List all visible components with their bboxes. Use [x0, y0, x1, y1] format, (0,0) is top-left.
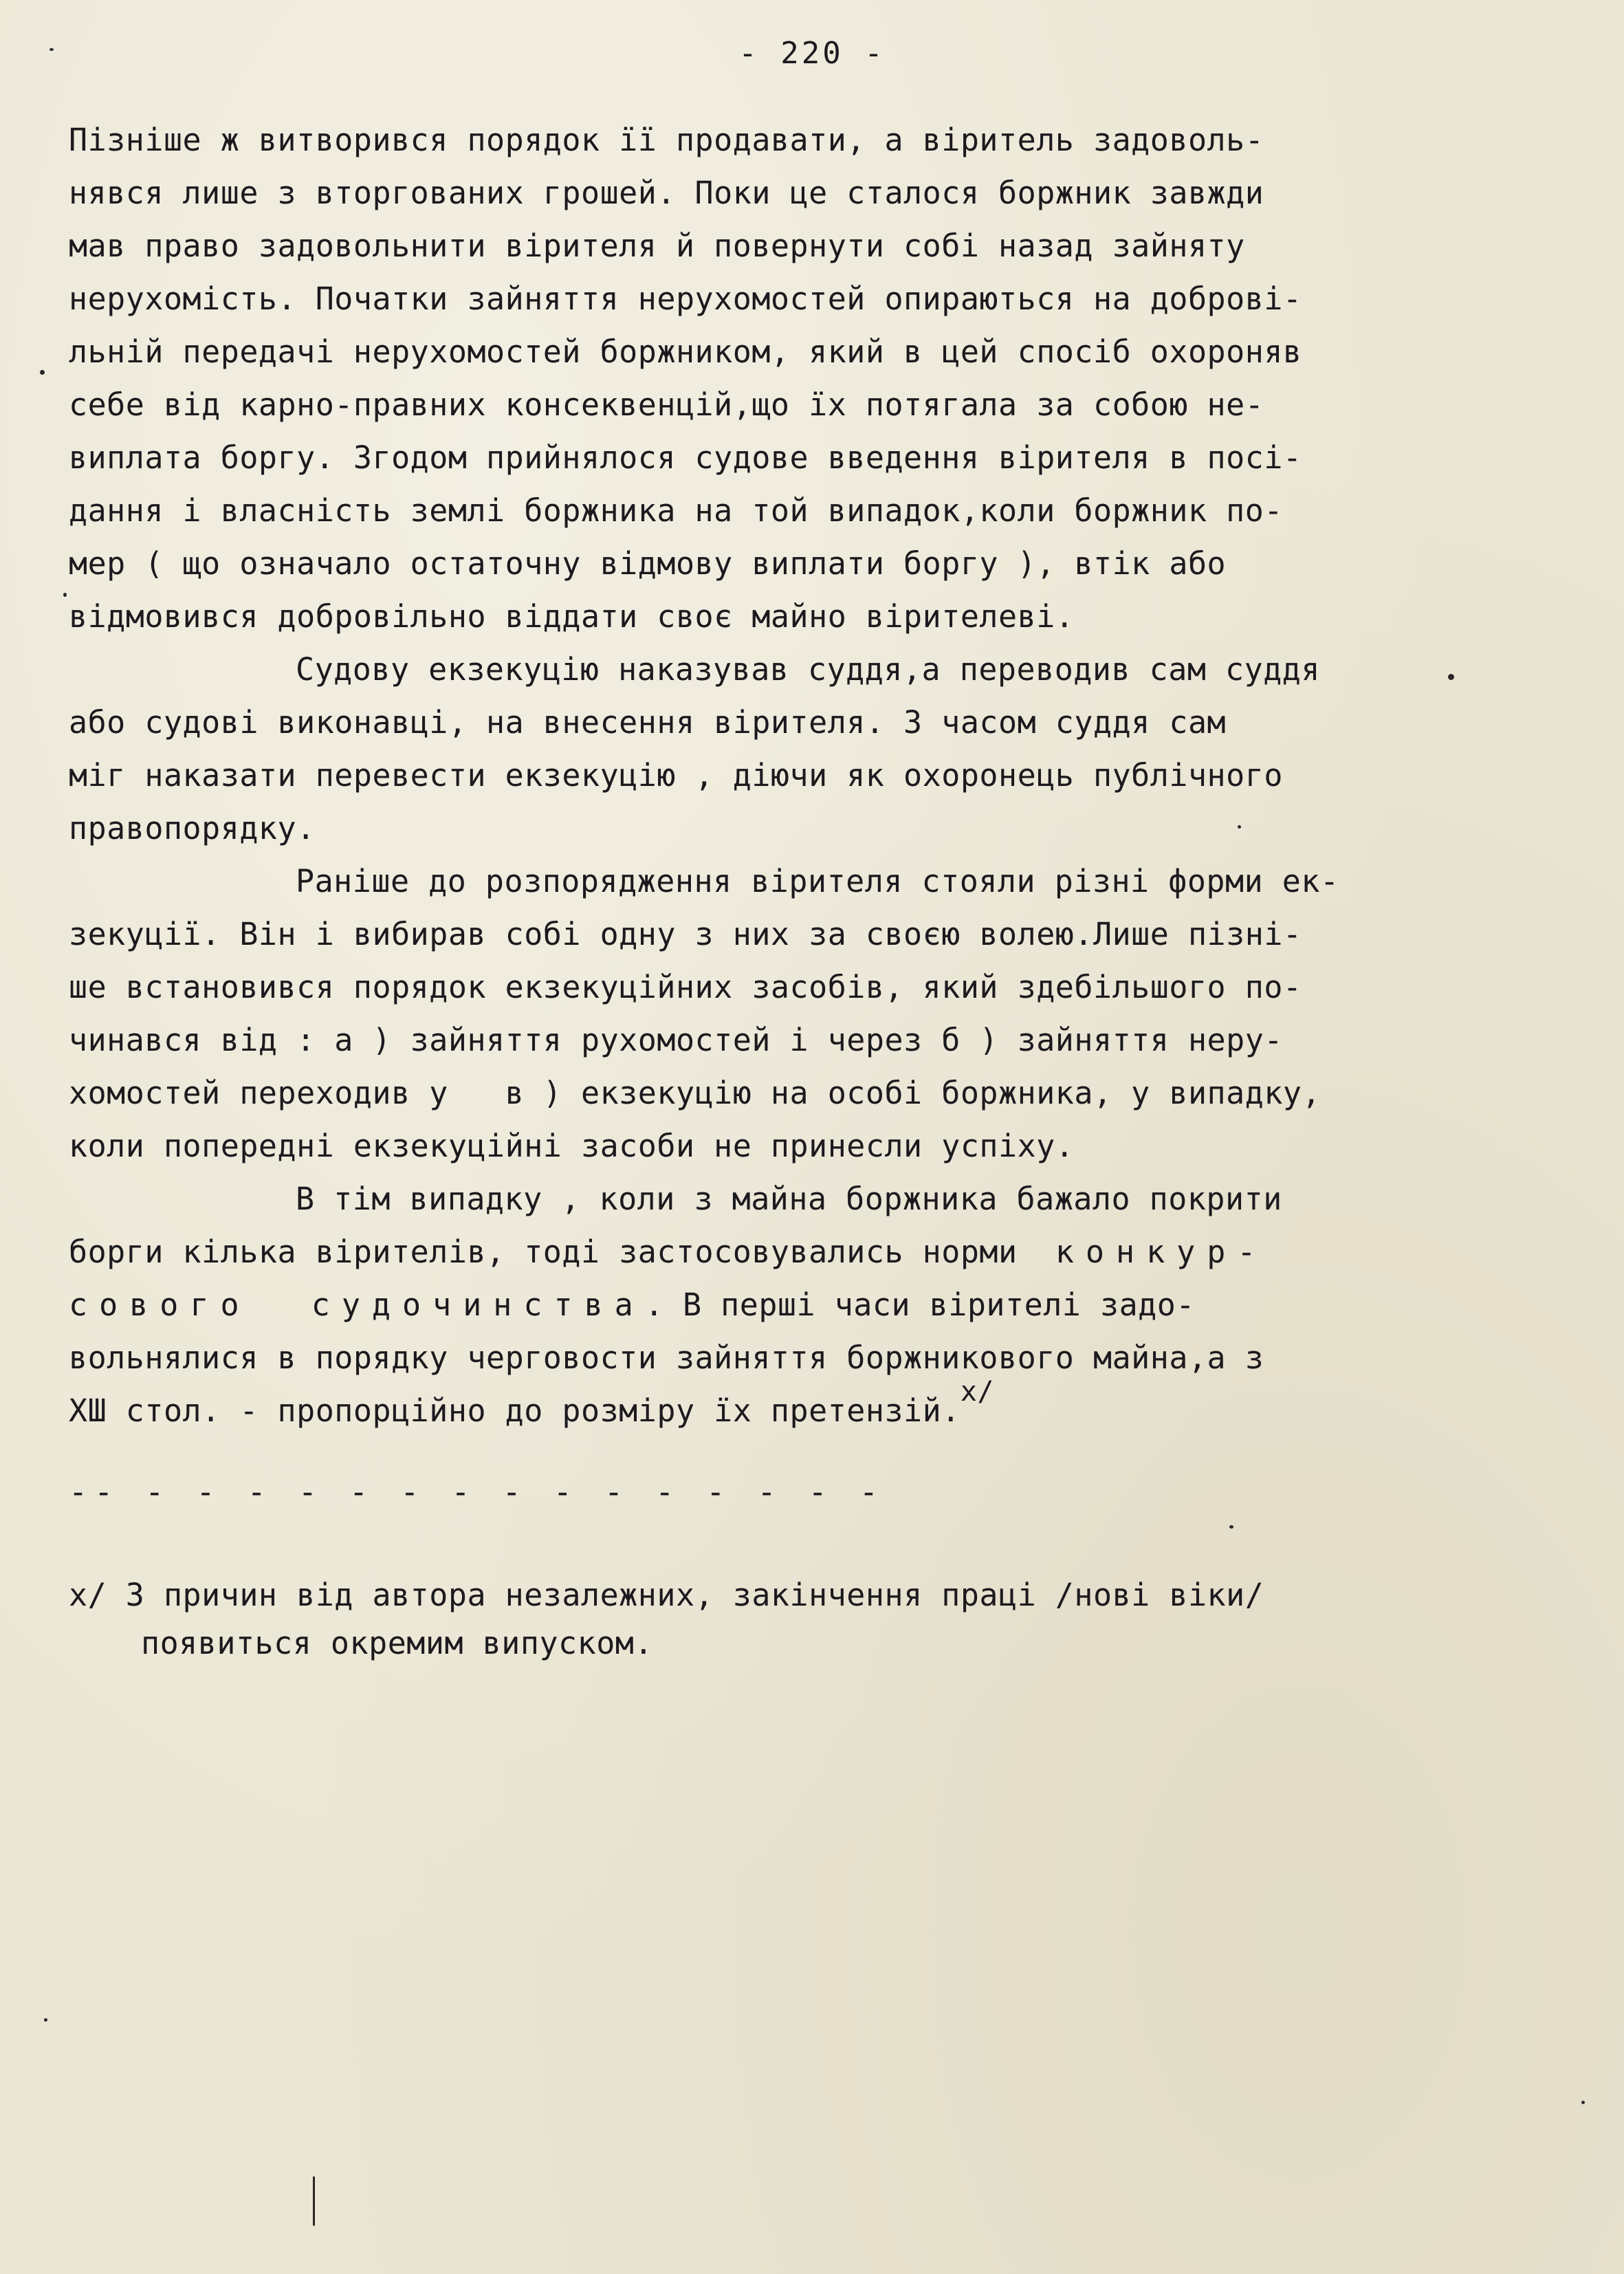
text-line: мав право задовольнити вірителя й повернути собі назад зайняту — [69, 228, 1245, 264]
text-line: мер ( що означало остаточну відмову виплати боргу ), втік або — [69, 545, 1227, 582]
spaced-term: конкур- — [1055, 1234, 1268, 1270]
text-line: або судові виконавці, на внесення вірителя. З часом суддя сам — [69, 704, 1227, 741]
page-number: - 220 - — [738, 36, 886, 71]
text-line: міг наказати перевести екзекуцію , діючи як охоронець публічного — [69, 757, 1283, 794]
footnote-marker: х/ — [69, 1577, 107, 1613]
footnote-line: появиться окремим випуском. — [141, 1625, 653, 1661]
text-line: нерухомість. Початки зайняття нерухомостей опираються на доброві- — [69, 281, 1302, 317]
text-line — [69, 1278, 1568, 1331]
scan-speck — [40, 370, 45, 375]
text-line: виплата боргу. Згодом прийнялося судове введення вірителя в посі- — [69, 439, 1302, 476]
text-line: Пізніше ж витворився порядок її продавати, а віритель задоволь- — [69, 122, 1264, 158]
scan-speck — [313, 2176, 315, 2226]
scan-speck — [1581, 2101, 1585, 2104]
scan-speck — [1229, 1525, 1233, 1529]
text-line: вольнялися в порядку черговости зайняття боржникового майна,а з — [69, 1340, 1264, 1376]
text-line: коли попередні екзекуційні засоби не принесли успіху. — [69, 1128, 1075, 1164]
footnote-line — [69, 1571, 1568, 1619]
text-line: льній передачі нерухомостей боржником, який в цей спосіб охороняв — [69, 334, 1302, 370]
scan-speck — [63, 593, 67, 597]
text-line: В тім випадку , коли з майна боржника бажало покрити — [296, 1181, 1282, 1217]
main-text — [69, 113, 1568, 1437]
spaced-term: сового судочинства — [69, 1287, 645, 1323]
scan-speck — [1238, 825, 1241, 829]
text-line: правопорядку. — [69, 810, 316, 846]
scan-speck — [1448, 674, 1454, 680]
text-fragment: ХШ стол. - пропорційно до розміру їх претензій. — [69, 1392, 961, 1429]
text-fragment: . В перші часи вірителі задо- — [644, 1287, 1195, 1323]
text-line: хомостей переходив у в ) екзекуцію на особі боржника, у випадку, — [69, 1075, 1321, 1111]
scan-speck — [44, 2018, 47, 2022]
text-line: Судову екзекуцію наказував суддя,а переводив сам суддя — [296, 651, 1320, 688]
footnote-reference: х/ — [960, 1376, 995, 1408]
footnote — [69, 1571, 1568, 1668]
text-line: себе від карно-правних консеквенцій,що їх потягала за собою не- — [69, 386, 1264, 423]
text-line — [69, 1376, 1568, 1437]
text-fragment: борги кілька вірителів, тоді застосовувались норми — [69, 1234, 1055, 1270]
text-line: нявся лише з вторгованих грошей. Поки це сталося боржник завжди — [69, 175, 1264, 211]
footnote-separator: -- - - - - - - - - - - - - - - - — [69, 1474, 885, 1510]
text-line: ше встановився порядок екзекуційних засобів, який здебільшого по- — [69, 969, 1302, 1005]
scan-speck — [50, 48, 54, 51]
text-line — [69, 1225, 1568, 1278]
text-line: дання і власність землі боржника на той випадок,коли боржник по- — [69, 492, 1283, 529]
footnote-text: З причин від автора незалежних, закінчення праці /нові віки/ — [125, 1577, 1264, 1613]
text-line: зекуції. Він і вибирав собі одну з них за своєю волею.Лише пізні- — [69, 916, 1302, 952]
text-line: Раніше до розпорядження вірителя стояли різні форми ек- — [296, 863, 1339, 899]
text-line: відмовився добровільно віддати своє майно вірителеві. — [69, 598, 1075, 635]
text-line: чинався від : а ) зайняття рухомостей і через б ) зайняття неру- — [69, 1022, 1283, 1058]
